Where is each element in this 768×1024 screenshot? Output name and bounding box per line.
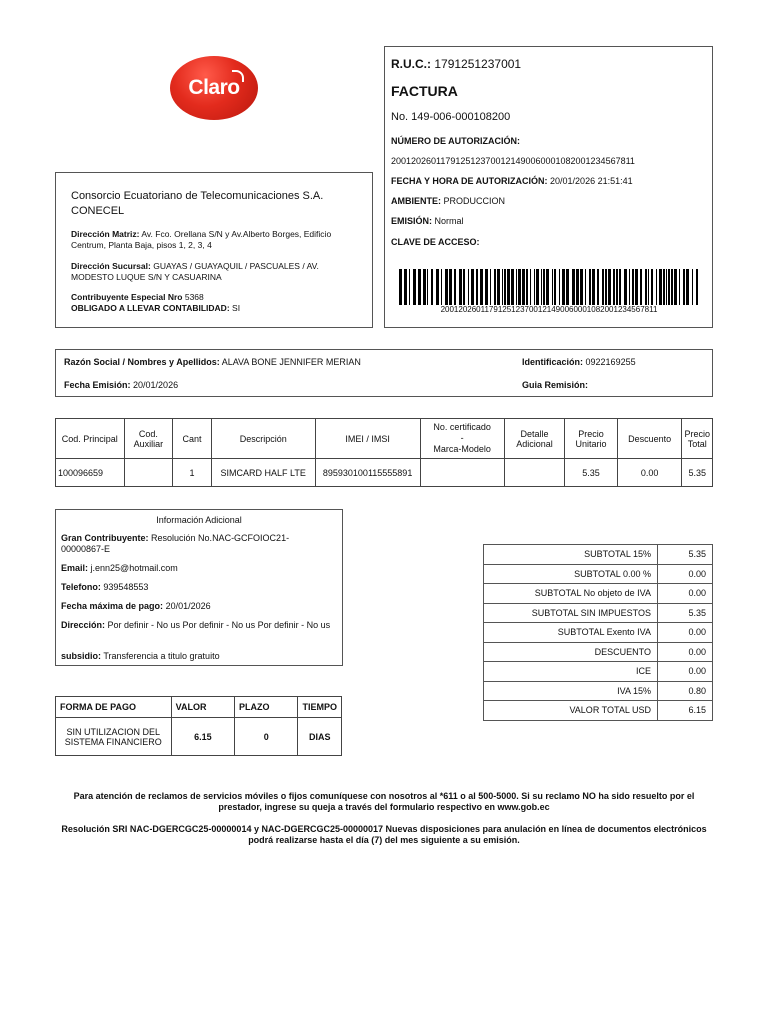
cert-header-mid: - [460,433,464,443]
cell-cod-auxiliar [124,459,173,487]
ruc-label: R.U.C.: [391,57,431,71]
emission-line [391,216,464,226]
payment-time: DIAS [298,718,342,756]
cell-precio-total: 5.35 [682,459,713,487]
col-plazo: PLAZO [235,697,298,718]
accounting-line [71,303,240,313]
info-gran-contribuyente [61,533,331,555]
col-cod-principal: Cod. Principal [56,419,125,459]
col-precio-unit: Precio Unitario [565,419,618,459]
footer-note-claims: Para atención de reclamos de servicios móviles o fijos comuníquese con nosotros al *611 o al 500-5000. Si su reclamo NO ha sido resuelto por el prestador, ingrese su queja a través del formulario respectivo en www.gob.ec [73,791,695,812]
payment-table [55,696,342,756]
total-label: VALOR TOTAL USD [484,701,658,721]
auth-number-label: NÚMERO DE AUTORIZACIÓN: [391,136,520,146]
guide-line [522,380,588,390]
col-forma-pago: FORMA DE PAGO [56,697,172,718]
total-label: IVA 15% [484,681,658,701]
col-valor: VALOR [171,697,234,718]
issuer-box [55,172,373,328]
accounting-value: SI [232,303,241,313]
col-descuento: Descuento [617,419,682,459]
cell-imei: 895930100115555891 [315,459,420,487]
cell-cod-principal: 100096659 [56,459,125,487]
total-value: 0.00 [658,623,713,643]
issuer-name: Consorcio Ecuatoriano de Telecomunicaciones S.A. CONECEL [71,190,324,217]
accounting-label: OBLIGADO A LLEVAR CONTABILIDAD: [71,303,230,313]
total-label: SUBTOTAL 0.00 % [484,564,658,584]
auth-date-label: FECHA Y HORA DE AUTORIZACIÓN: [391,176,548,186]
footer [55,791,713,846]
total-value: 6.15 [658,701,713,721]
additional-info-title: Información Adicional [156,515,242,525]
info-label: Telefono: [61,582,101,592]
total-value: 0.00 [658,662,713,682]
col-certificado [420,419,504,459]
total-value: 0.00 [658,642,713,662]
buyer-name-label: Razón Social / Nombres y Apellidos: [64,357,220,367]
col-imei: IMEI / IMSI [315,419,420,459]
emission-value: Normal [434,216,464,226]
emission-date-line [64,380,178,390]
cell-precio-unit: 5.35 [565,459,618,487]
info-value: Transferencia a titulo gratuito [103,651,220,661]
info-label: Gran Contribuyente: [61,533,149,543]
totals-row [484,545,713,565]
env-value: PRODUCCION [443,196,506,206]
info-value: Resolución No.NAC-GCFOIOC21-00000867-E [61,533,290,554]
issuer-matrix [71,229,361,251]
info-label: Email: [61,563,89,573]
buyer-name-line [64,357,361,367]
cert-header-bottom: Marca-Modelo [433,444,491,454]
matrix-label: Dirección Matriz: [71,229,140,239]
additional-info-box [55,509,343,666]
info-value: 939548553 [103,582,149,592]
info-label: Fecha máxima de pago: [61,601,164,611]
total-label: SUBTOTAL Exento IVA [484,623,658,643]
items-header-row [56,419,713,459]
env-label: AMBIENTE: [391,196,441,206]
guide-label: Guia Remisión: [522,380,589,390]
special-value: 5368 [184,292,204,302]
total-value: 5.35 [658,603,713,623]
invoice-number: No. 149-006-000108200 [391,111,511,123]
info-telefono [61,582,148,592]
totals-row [484,623,713,643]
buyer-id-label: Identificación: [522,357,584,367]
totals-row [484,564,713,584]
col-tiempo: TIEMPO [298,697,342,718]
total-label: SUBTOTAL SIN IMPUESTOS [484,603,658,623]
auth-date-line [391,176,633,186]
access-key-label: CLAVE DE ACCESO: [391,237,480,247]
payment-term: 0 [235,718,298,756]
cell-descuento: 0.00 [617,459,682,487]
emission-date-value: 20/01/2026 [133,380,179,390]
col-descripcion: Descripción [211,419,315,459]
doc-type: FACTURA [391,83,458,99]
info-label: subsidio: [61,651,101,661]
ruc-line [391,57,521,71]
payment-form: SIN UTILIZACION DEL SISTEMA FINANCIERO [56,718,172,756]
info-value: Por definir - No us Por definir - No us Por definir - No us [107,620,331,630]
cell-cant: 1 [173,459,212,487]
info-label: Dirección: [61,620,106,630]
total-label: ICE [484,662,658,682]
totals-row [484,603,713,623]
buyer-name-value: ALAVA BONE JENNIFER MERIAN [221,357,361,367]
auth-number-value: 2001202601179125123700121490060001082001234567811 [391,156,635,166]
auth-date-value: 20/01/2026 21:51:41 [550,176,633,186]
barcode [399,269,699,305]
info-fecha-pago [61,601,211,611]
info-value: 20/01/2026 [165,601,211,611]
env-line [391,196,505,206]
cell-descripcion: SIMCARD HALF LTE [211,459,315,487]
table-row [56,459,713,487]
total-label: DESCUENTO [484,642,658,662]
total-label: SUBTOTAL No objeto de IVA [484,584,658,604]
totals-row [484,681,713,701]
buyer-id-value: 0922169255 [585,357,636,367]
emission-label: EMISIÓN: [391,216,433,226]
col-cant: Cant [173,419,212,459]
invoice-header-box [384,46,713,328]
total-value: 5.35 [658,545,713,565]
info-direccion [61,620,336,631]
claro-logo [170,56,258,120]
branch-label: Dirección Sucursal: [71,261,151,271]
special-contributor [71,292,204,302]
special-label: Contribuyente Especial Nro [71,292,183,302]
totals-row [484,662,713,682]
footer-note-resolution: Resolución SRI NAC-DGERCGC25-00000014 y NAC-DGERCGC25-00000017 Nuevas disposiciones para anulación en línea de documentos electrónicos podrá realizarse hasta el día (7) del mes siguiente a su emisión. [61,824,707,845]
info-value: j.enn25@hotmail.com [90,563,178,573]
barcode-bar [696,269,698,305]
totals-row [484,642,713,662]
totals-row [484,584,713,604]
info-email [61,563,178,573]
col-cod-auxiliar: Cod. Auxiliar [124,419,173,459]
payment-header-row [56,697,342,718]
issuer-branch [71,261,361,283]
logo-accent-icon [232,70,244,82]
info-subsidio [61,651,220,661]
buyer-id-line [522,357,636,367]
total-value: 0.00 [658,584,713,604]
total-value: 0.80 [658,681,713,701]
totals-row [484,701,713,721]
col-detalle: Detalle Adicional [504,419,565,459]
cell-certificado [420,459,504,487]
logo-text: Claro [188,76,240,99]
items-table [55,418,713,487]
cell-detalle [504,459,565,487]
barcode-text: 2001202601179125123700121490060001082001234567811 [440,305,658,314]
total-label: SUBTOTAL 15% [484,545,658,565]
totals-table [483,544,713,721]
table-row [56,718,342,756]
buyer-box [55,349,713,397]
payment-value: 6.15 [171,718,234,756]
total-value: 0.00 [658,564,713,584]
emission-date-label: Fecha Emisión: [64,380,131,390]
branch-value: GUAYAS / GUAYAQUIL / PASCUALES / AV. MODESTO LUQUE S/N Y CASUARINA [71,261,319,282]
col-precio-total: Precio Total [682,419,713,459]
cert-header-top: No. certificado [433,422,491,432]
ruc-value: 1791251237001 [434,57,522,71]
matrix-value: Av. Fco. Orellana S/N y Av.Alberto Borges, Edificio Centrum, Planta Baja, pisos 1, 2, 3, 4 [71,229,332,250]
